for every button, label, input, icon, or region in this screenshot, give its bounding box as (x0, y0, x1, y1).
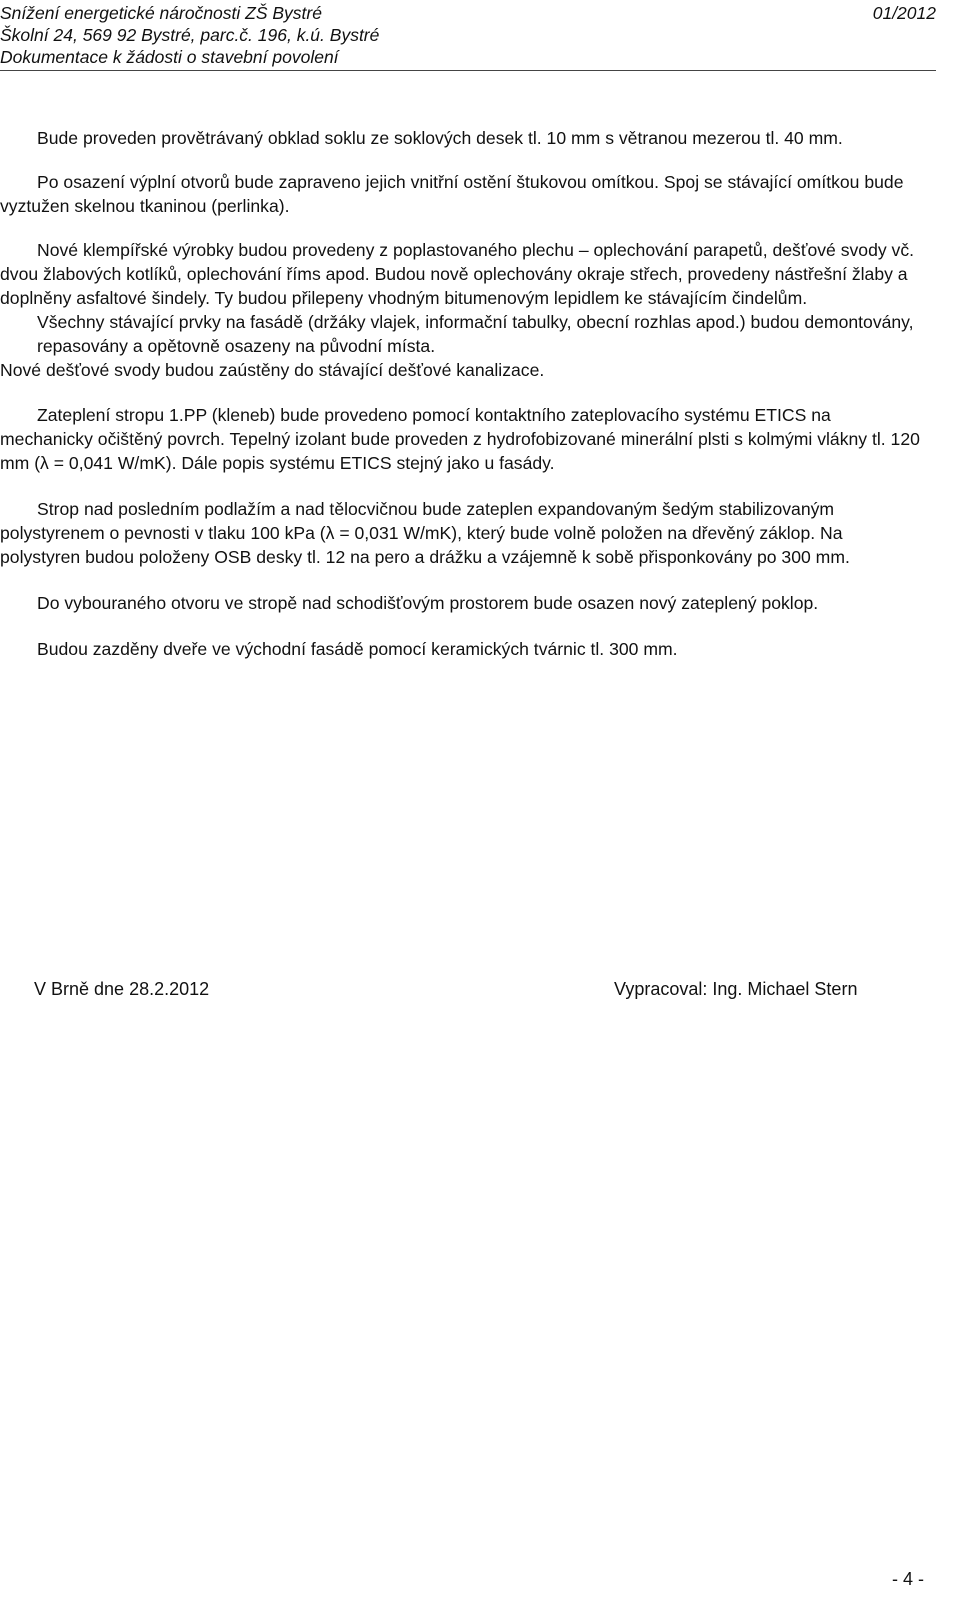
page-header (0, 0, 960, 72)
paragraph-window-reveals: Po osazení výplní otvorů bude zapraveno jejich vnitřní ostění štukovou omítkou. Spoj se stávající omítkou bude vyztužen skelnou tkaninou (perlinka). (0, 172, 904, 216)
paragraph-basement-ceiling: Zateplení stropu 1.PP (kleneb) bude provedeno pomocí kontaktního zateplovacího systému ETICS na mechanicky očištěný povrch. Tepelný izolant bude proveden z hydrofobizované minerální plsti s kolmými vlákny tl. 120 mm (λ = 0,041 W/mK). Dále popis systému ETICS stejný jako u fasády. (0, 405, 920, 473)
header-date: 01/2012 (872, 3, 936, 23)
signature-prepared-by: Vypracoval: Ing. Michael Stern (614, 979, 858, 999)
paragraph-downpipes: Nové dešťové svody budou zaústěny do stávající dešťové kanalizace. (0, 360, 545, 380)
paragraph-group-metalwork (0, 238, 926, 382)
header-address: Školní 24, 569 92 Bystré, parc.č. 196, k.ú. Bystré (0, 25, 380, 45)
paragraph-top-floor-ceiling: Strop nad posledním podlažím a nad tělocvičnou bude zateplen expandovaným šedým stabilizovaným polystyrenem o pevnosti v tlaku 100 kPa (λ = 0,031 W/mK), který bude volně položen na dřevěný záklop. Na polystyren budou položeny OSB desky tl. 12 na pero a drážku a vzájemně k sobě přisponkovány po 300 mm. (0, 499, 850, 567)
header-project-title: Snížení energetické náročnosti ZŠ Bystré (0, 3, 322, 23)
page-number: - 4 - (891, 1569, 924, 1589)
paragraph-hatch: Do vybouraného otvoru ve stropě nad schodišťovým prostorem bude osazen nový zateplený poklop. (37, 593, 819, 613)
document-body (0, 126, 926, 661)
paragraph-walled-doors: Budou zazděny dveře ve východní fasádě pomocí keramických tvárnic tl. 300 mm. (37, 639, 678, 659)
paragraph-plinth-cladding: Bude proveden provětrávaný obklad soklu ze soklových desek tl. 10 mm s větranou mezerou tl. 40 mm. (37, 128, 843, 148)
header-divider (0, 70, 936, 71)
signature-place-date: V Brně dne 28.2.2012 (34, 979, 210, 999)
header-document-type: Dokumentace k žádosti o stavební povolení (0, 47, 339, 67)
paragraph-tinsmith-products: Nové klempířské výrobky budou provedeny z poplastovaného plechu – oplechování parapetů, dešťové svody vč. dvou žlabových kotlíků, oplechování říms apod. Budou nově oplechovány okraje střech, provedeny nástřešní žlaby a doplněny asfaltové šindely. Ty budou přilepeny vhodným bitumenovým lepidlem ke stávajícím čindelům. (0, 240, 915, 308)
paragraph-facade-elements: Všechny stávající prvky na fasádě (držáky vlajek, informační tabulky, obecní rozhlas apod.) budou demontovány, repasovány a opětovně osazeny na původní místa. (37, 312, 914, 356)
